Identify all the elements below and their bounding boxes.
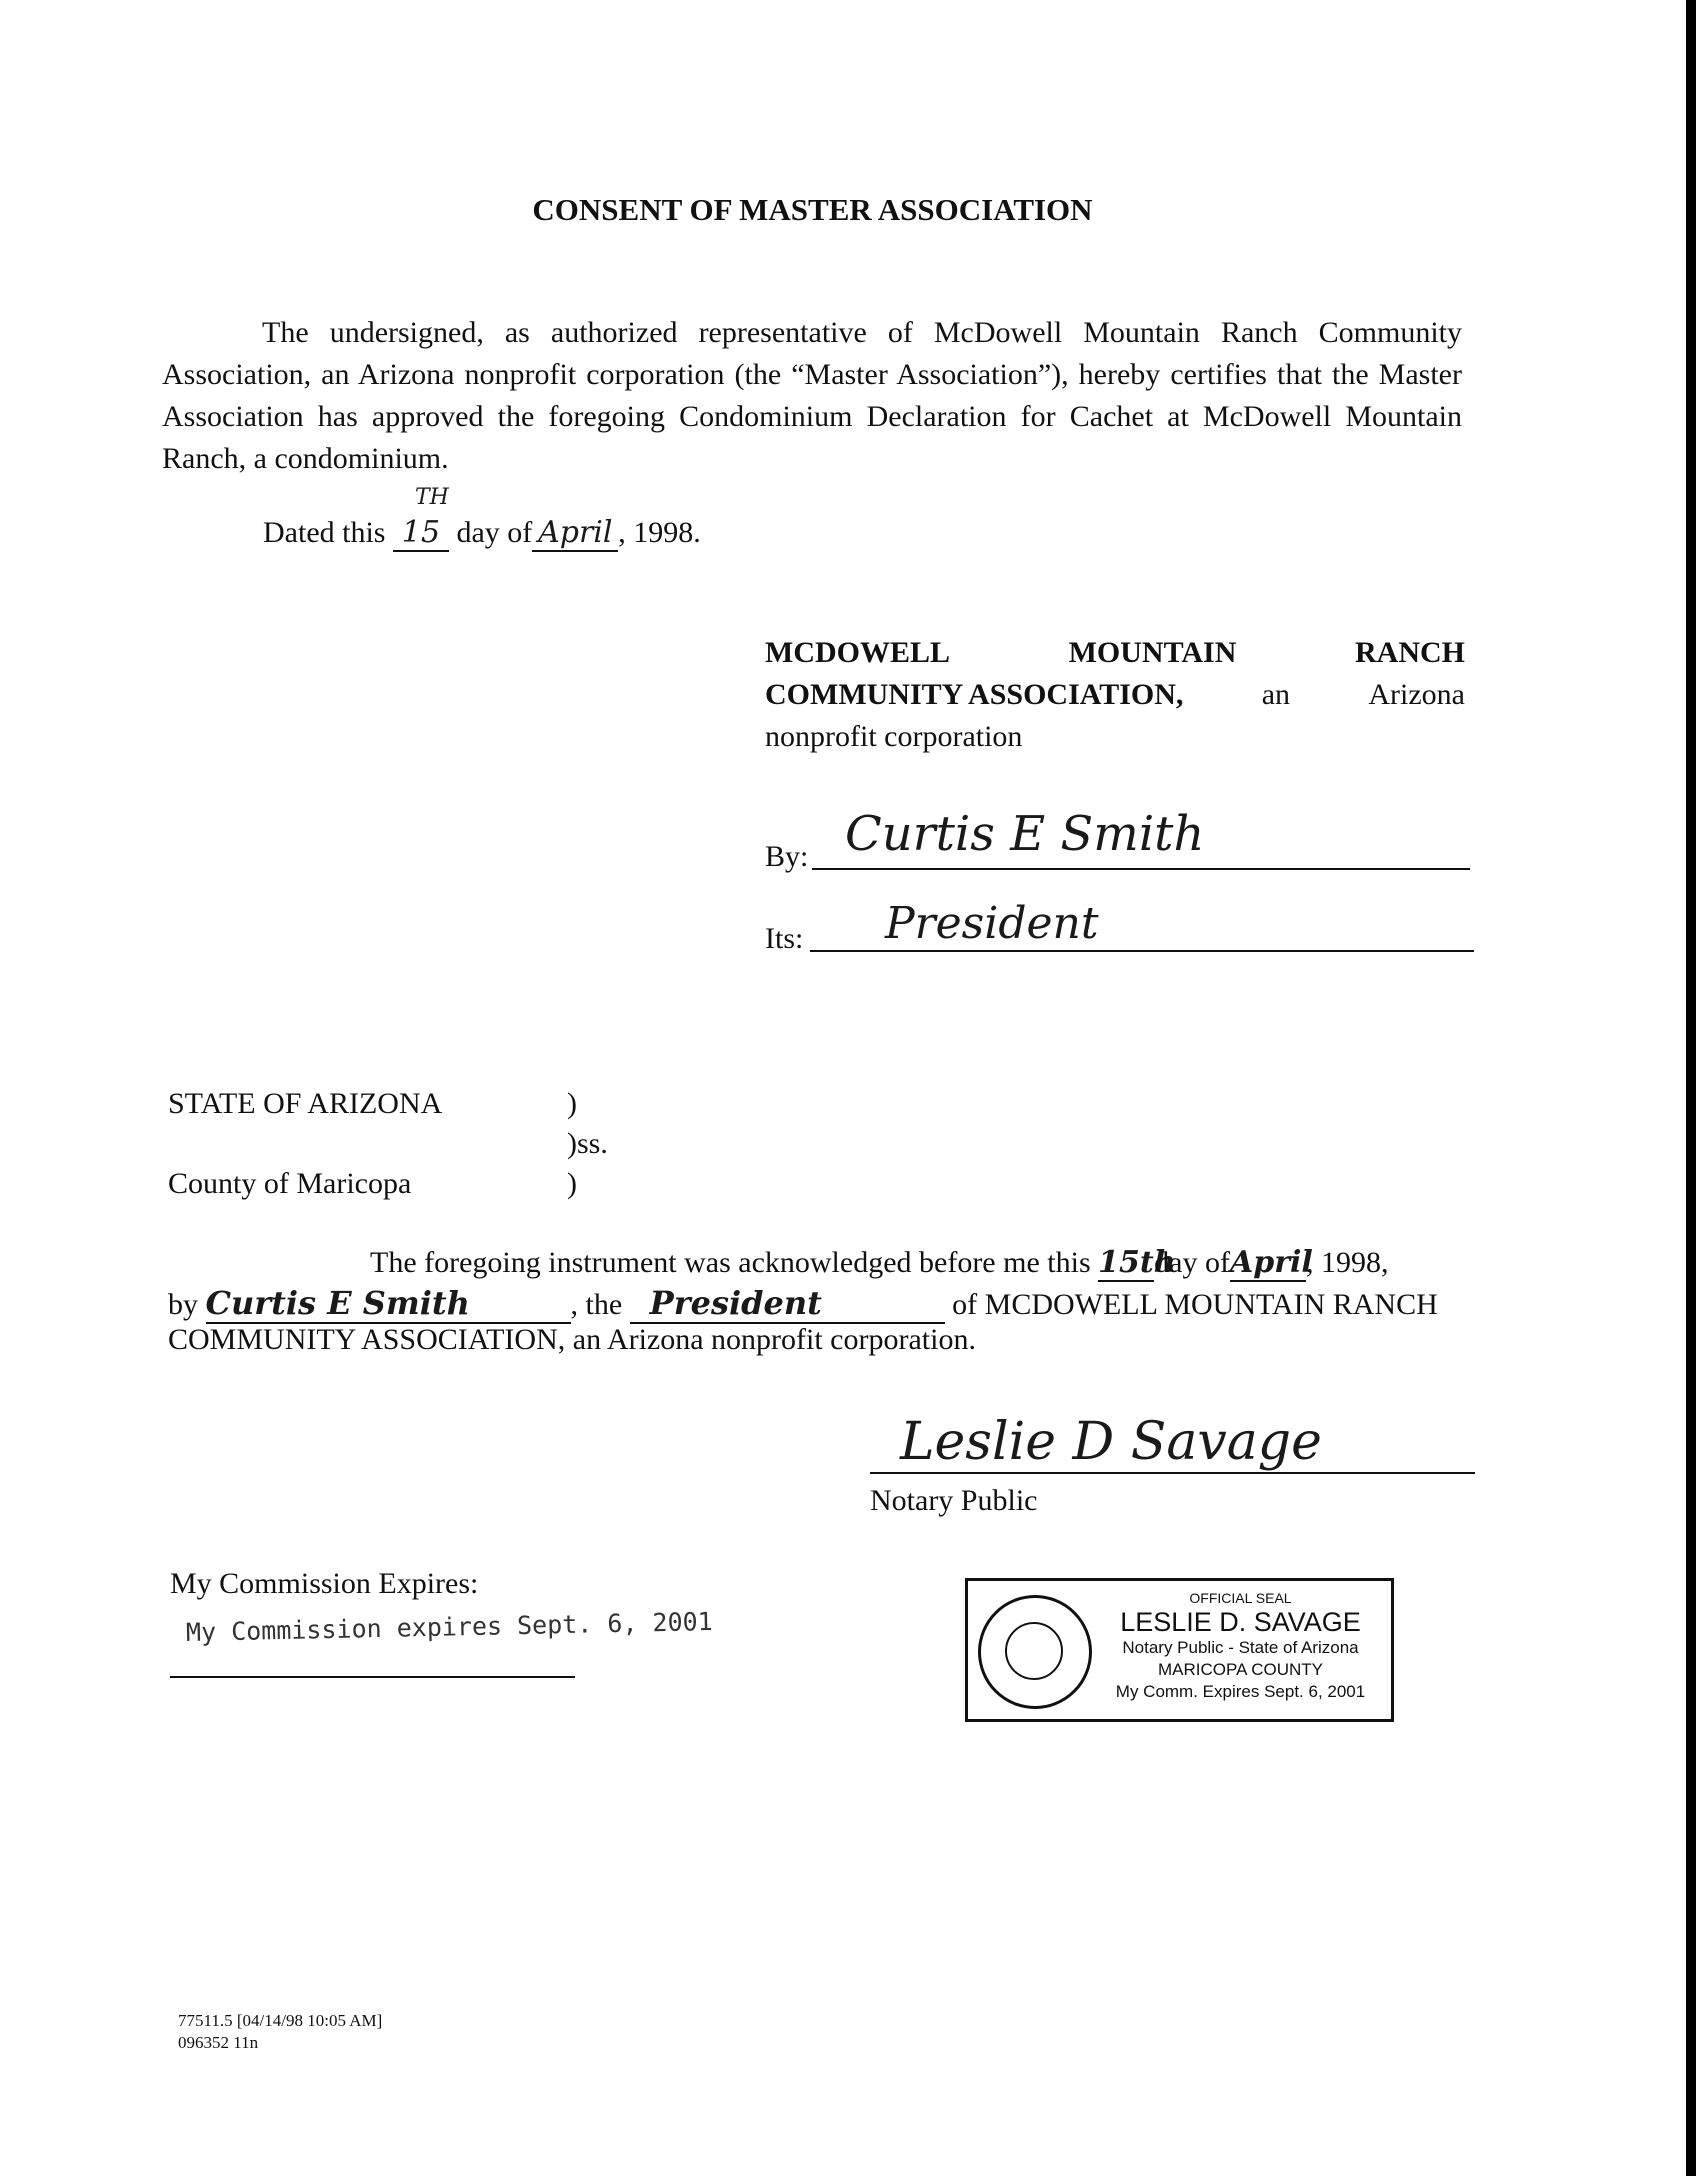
ack-day-field	[1098, 1245, 1176, 1282]
acknowledgment-line1: The foregoing instrument was acknowledged before me this 15thday ofApril, 1998,	[370, 1245, 1389, 1280]
certification-paragraph	[162, 312, 1462, 480]
document-title: CONSENT OF MASTER ASSOCIATION	[532, 192, 1093, 227]
dated-day-suffix: TH	[414, 485, 449, 510]
state-seal-emblem	[978, 1595, 1092, 1709]
footer-line1: 77511.5 [04/14/98 10:05 AM]	[178, 2011, 383, 2030]
footer-line2: 096352 11n	[178, 2033, 259, 2052]
by-signature-line	[812, 868, 1470, 870]
by-label: By:	[765, 840, 809, 873]
dated-line: Dated this 15 TH day of April , 1998.	[263, 485, 701, 550]
document-footer	[178, 2010, 382, 2054]
ack-name-handwritten: Curtis E Smith	[205, 1284, 470, 1322]
commission-label: My Commission Expires:	[170, 1567, 479, 1600]
scan-edge	[1686, 0, 1696, 2176]
seal-line-name: LESLIE D. SAVAGE	[1120, 1607, 1361, 1637]
by-signature: Curtis E Smith	[845, 806, 1205, 862]
venue-county: County of Maricopa	[168, 1167, 412, 1200]
commission-stamp: My Commission expires Sept. 6, 2001	[185, 1606, 713, 1647]
its-line	[810, 950, 1474, 952]
dated-month-handwritten: April	[538, 515, 613, 550]
organization-name-line2: COMMUNITY ASSOCIATION, an Arizona	[765, 678, 1465, 711]
organization-type: nonprofit corporation	[765, 720, 1023, 753]
certification-text: The undersigned, as authorized representative of McDowell Mountain Ranch Community Association, an Arizona nonprofit corporation (the “Master Association”), hereby certifies that the Master Association has approved the foregoing Condominium Declaration for Cachet at McDowell Mountain Ranch, a condominium.	[162, 316, 1462, 475]
commission-line	[170, 1676, 575, 1678]
its-value: President	[885, 898, 1099, 949]
acknowledgment-line3: COMMUNITY ASSOCIATION, an Arizona nonprofit corporation.	[168, 1323, 976, 1356]
ack-name-field	[206, 1284, 571, 1324]
venue-state: STATE OF ARIZONA	[168, 1087, 443, 1120]
venue-paren-bottom: )	[567, 1167, 577, 1200]
dated-month-field	[532, 515, 618, 552]
seal-line-county: MARICOPA COUNTY	[1158, 1660, 1323, 1679]
ack-title-handwritten: President	[649, 1284, 822, 1322]
notary-signature-line	[870, 1472, 1475, 1474]
ack-day-handwritten: 15th	[1098, 1245, 1176, 1280]
seal-line-notary: Notary Public - State of Arizona	[1122, 1638, 1359, 1657]
venue-ss: )ss.	[567, 1127, 608, 1160]
notary-label: Notary Public	[870, 1484, 1038, 1517]
dated-day-field	[393, 485, 449, 552]
acknowledgment-line2: by Curtis E Smith , the President of MCDOWELL MOUNTAIN RANCH	[168, 1284, 1438, 1322]
seal-line-official: OFFICIAL SEAL	[1189, 1590, 1292, 1606]
organization-block	[765, 632, 1465, 758]
ack-month-handwritten: April	[1229, 1245, 1313, 1280]
organization-name-line1: MCDOWELL MOUNTAIN RANCH	[765, 636, 1465, 669]
seal-text	[1096, 1589, 1385, 1703]
official-seal-stamp	[965, 1578, 1394, 1722]
venue-paren-top: )	[567, 1087, 577, 1120]
its-label: Its:	[765, 922, 804, 955]
notary-signature: Leslie D Savage	[900, 1412, 1322, 1472]
dated-day-handwritten: 15	[401, 515, 441, 550]
ack-month-field	[1229, 1245, 1313, 1282]
ack-title-field	[630, 1284, 945, 1324]
seal-line-expires: My Comm. Expires Sept. 6, 2001	[1115, 1682, 1366, 1701]
